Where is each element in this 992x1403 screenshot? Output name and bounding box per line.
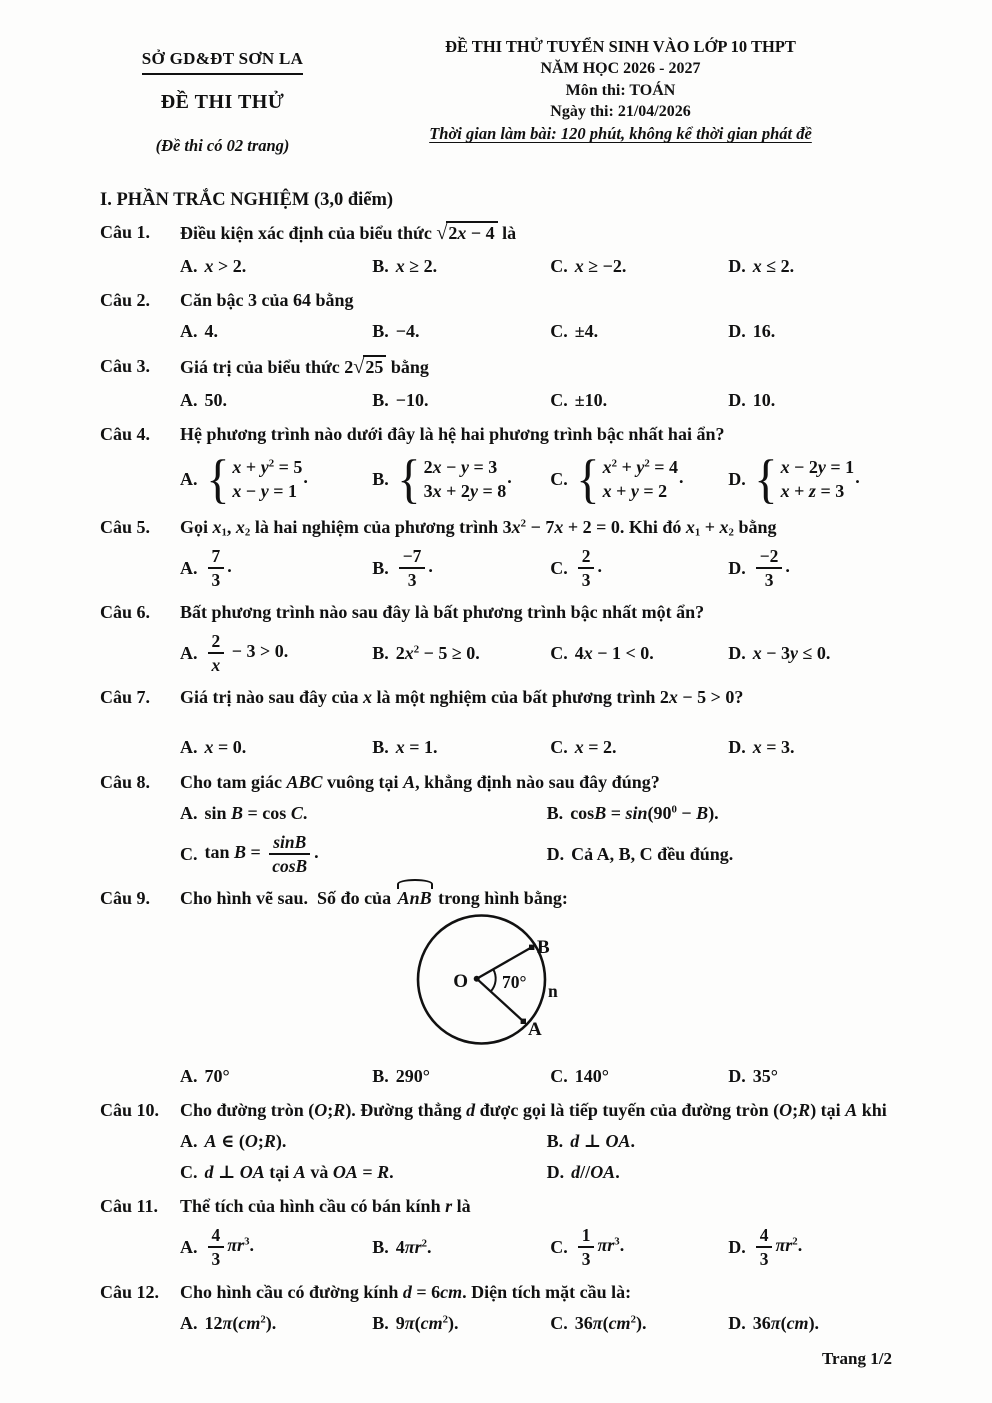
options-row: [180, 734, 892, 760]
option-a: A. 50.: [180, 389, 227, 410]
page-count-note: (Đề thi có 02 trang): [155, 136, 290, 155]
option-b: B. −10.: [372, 389, 429, 410]
options-row: [180, 1159, 892, 1185]
question-text: Cho hình cầu có đường kính d = 6cm. Diện tích mặt cầu là:: [180, 1281, 632, 1302]
option-d: D. $\frac{4}{3}$ $\pi r^2$.: [728, 1225, 803, 1270]
options-row: [180, 1128, 892, 1154]
option-d: D. d//OA.: [546, 1162, 620, 1183]
option-d: D. $\frac{-2}{3}$ .: [728, 546, 790, 591]
option-c: C. ±10.: [550, 389, 608, 410]
option-d: D. x − 3y ≤ 0.: [728, 643, 831, 664]
page-footer: Trang 1/2: [821, 1349, 892, 1368]
exam-title: ĐỀ THI THỬ TUYỂN SINH VÀO LỚP 10 THPT: [445, 37, 796, 56]
option-c: C. d ⊥ OA tại A và OA = R.: [180, 1162, 394, 1183]
options-row: [180, 452, 892, 506]
school-year: NĂM HỌC 2026 - 2027: [540, 60, 701, 78]
option-d: D. { x − 2y = 1 x + z = 3 .: [728, 452, 892, 506]
question-5: [100, 514, 892, 591]
subject-line: Môn thi: TOÁN: [565, 81, 676, 99]
option-d: D. 10.: [728, 389, 776, 410]
question-number: Câu 6.: [100, 602, 151, 623]
exam-header: [100, 36, 892, 156]
question-text: Căn bậc 3 của 64 bằng: [180, 290, 354, 311]
figure-arc-label: n: [548, 980, 558, 1001]
question-text: Bất phương trình nào sau đây là bất phương trình bậc nhất một ẩn?: [180, 602, 705, 623]
option-a: A. 4.: [180, 321, 218, 342]
exam-date-line: Ngày thi: 21/04/2026: [550, 103, 691, 121]
questions: [100, 219, 892, 1336]
circle-diagram-icon: [405, 913, 590, 1053]
question-number: Câu 4.: [100, 423, 151, 444]
option-a: A. x = 0.: [180, 737, 247, 758]
figure-angle-label: 70°: [502, 971, 527, 992]
option-c: C. $\frac{1}{3}$ $\pi r^3$.: [550, 1225, 625, 1270]
option-c: C. $36\pi(cm^2)$.: [550, 1312, 647, 1333]
option-a: A. $12\pi(cm^2)$.: [180, 1312, 277, 1333]
header-right-block: [345, 36, 892, 145]
option-a: A. A ∈ (O;R).: [180, 1131, 287, 1152]
question-text: Cho tam giác ABC vuông tại A, khẳng định nào sau đây đúng?: [180, 771, 660, 792]
option-b: B. $2x^2 - 5 \ge 0$.: [372, 643, 480, 664]
option-b: B. −4.: [372, 321, 420, 342]
question-number: Câu 5.: [100, 516, 151, 537]
exam-type-label: ĐỀ THI THỬ: [160, 91, 285, 113]
option-c: C. 4x − 1 < 0.: [550, 643, 654, 664]
option-a: A. sin B = cos C.: [180, 802, 308, 823]
question-text: Hệ phương trình nào dưới đây là hệ hai phương trình bậc nhất hai ẩn?: [180, 423, 725, 444]
options-row: [180, 545, 892, 591]
duration-note: Thời gian làm bài: 120 phút, không kể thời gian phát đề: [429, 124, 812, 144]
question-text: Cho hình vẽ sau. Số đo của AnB trong hình bằng:: [180, 885, 892, 911]
option-b: B. d ⊥ OA.: [546, 1131, 635, 1152]
option-a: A. x > 2.: [180, 256, 247, 277]
options-row: [180, 831, 892, 877]
question-4: [100, 421, 892, 506]
question-3: [100, 353, 892, 413]
question-1: [100, 219, 892, 279]
option-d: D. 16.: [728, 321, 776, 342]
option-d: D. 35°: [728, 1065, 778, 1086]
header-left-block: [100, 36, 345, 156]
option-c: C. tan B = $\frac{\sin B}{\cos B}$ .: [180, 831, 319, 876]
question-number: Câu 12.: [100, 1281, 160, 1302]
question-text: Giá trị nào sau đây của x là một nghiệm của bất phương trình 2x − 5 > 0?: [180, 687, 744, 708]
question-text: Điều kiện xác định của biểu thức √2x − 4 là: [180, 222, 517, 244]
options-row: [180, 318, 892, 344]
options-row: [180, 1310, 892, 1336]
question-text: Giá trị của biểu thức 2√25 bằng: [180, 355, 429, 378]
department-name: SỞ GD&ĐT SƠN LA: [142, 49, 303, 75]
question-number: Câu 2.: [100, 290, 151, 311]
question-number: Câu 11.: [100, 1196, 159, 1217]
section-title: I. PHẦN TRẮC NGHIỆM (3,0 điểm): [100, 190, 394, 210]
question-number: Câu 1.: [100, 222, 151, 242]
option-b: B. x = 1.: [372, 737, 438, 758]
option-d: D. 36π(cm).: [728, 1312, 820, 1333]
option-b: B. $\cos B = \sin(90^0 - B)$.: [546, 802, 719, 823]
figure-point-a-label: A: [528, 1018, 542, 1040]
option-d: D. Cả A, B, C đều đúng.: [546, 843, 734, 864]
question-text: Cho đường tròn (O;R). Đường thẳng d được gọi là tiếp tuyến của đường tròn (O;R) tại A khi: [180, 1100, 887, 1121]
question-number: Câu 3.: [100, 355, 151, 376]
options-row: [180, 253, 892, 279]
option-b: B. 290°: [372, 1065, 430, 1086]
options-row: [180, 800, 892, 826]
question-number: Câu 10.: [100, 1100, 160, 1121]
figure-point-b-label: B: [537, 936, 550, 958]
option-c: C. 140°: [550, 1065, 609, 1086]
question-8: [100, 769, 892, 877]
question-number: Câu 9.: [100, 887, 151, 908]
question-11: [100, 1193, 892, 1270]
option-c: C. x = 2.: [550, 737, 617, 758]
option-d: D. x ≤ 2.: [728, 256, 795, 277]
question-2: [100, 287, 892, 344]
question-number: Câu 8.: [100, 771, 151, 792]
option-a: A. $\frac{2}{x}$ − 3 > 0.: [180, 631, 289, 676]
question-text: Thể tích của hình cầu có bán kính r là: [180, 1196, 471, 1217]
figure-center-label: O: [453, 970, 468, 992]
option-a: A. { $x + y^2 = 5$ x − y = 1 .: [180, 452, 372, 506]
question-number: Câu 7.: [100, 687, 151, 708]
option-b: B. { 2x − y = 3 3x + 2y = 8 .: [372, 452, 550, 506]
options-row: [180, 1063, 892, 1089]
option-a: A. $\frac{7}{3}$ .: [180, 546, 232, 591]
option-b: B. $9\pi(cm^2)$.: [372, 1312, 459, 1333]
options-row: [180, 1224, 892, 1270]
option-c: C. x ≥ −2.: [550, 256, 627, 277]
option-b: B. $\frac{-7}{3}$ .: [372, 546, 433, 591]
option-c: C. { $x^2 + y^2 = 4$ x + y = 2 .: [550, 452, 728, 506]
option-d: D. x = 3.: [728, 737, 795, 758]
options-row: [180, 630, 892, 676]
question-9: [100, 885, 892, 1089]
option-c: C. $\frac{2}{3}$ .: [550, 546, 602, 591]
q9-circle-figure: [405, 913, 892, 1058]
question-12: [100, 1279, 892, 1336]
option-a: A. 70°: [180, 1065, 230, 1086]
question-text: Gọi $x_1$, $x_2$ là hai nghiệm của phương trình $3x^2 - 7x + 2 = 0$. Khi đó $x_1 + x_2$ bằng: [180, 516, 777, 539]
question-7: [100, 684, 892, 760]
question-10: [100, 1097, 892, 1185]
option-a: A. $\frac{4}{3}$ $\pi r^3$.: [180, 1225, 254, 1270]
option-b: B. x ≥ 2.: [372, 256, 438, 277]
option-b: B. $4\pi r^2$.: [372, 1237, 432, 1258]
question-6: [100, 599, 892, 676]
options-row: [180, 387, 892, 413]
option-c: C. ±4.: [550, 321, 599, 342]
